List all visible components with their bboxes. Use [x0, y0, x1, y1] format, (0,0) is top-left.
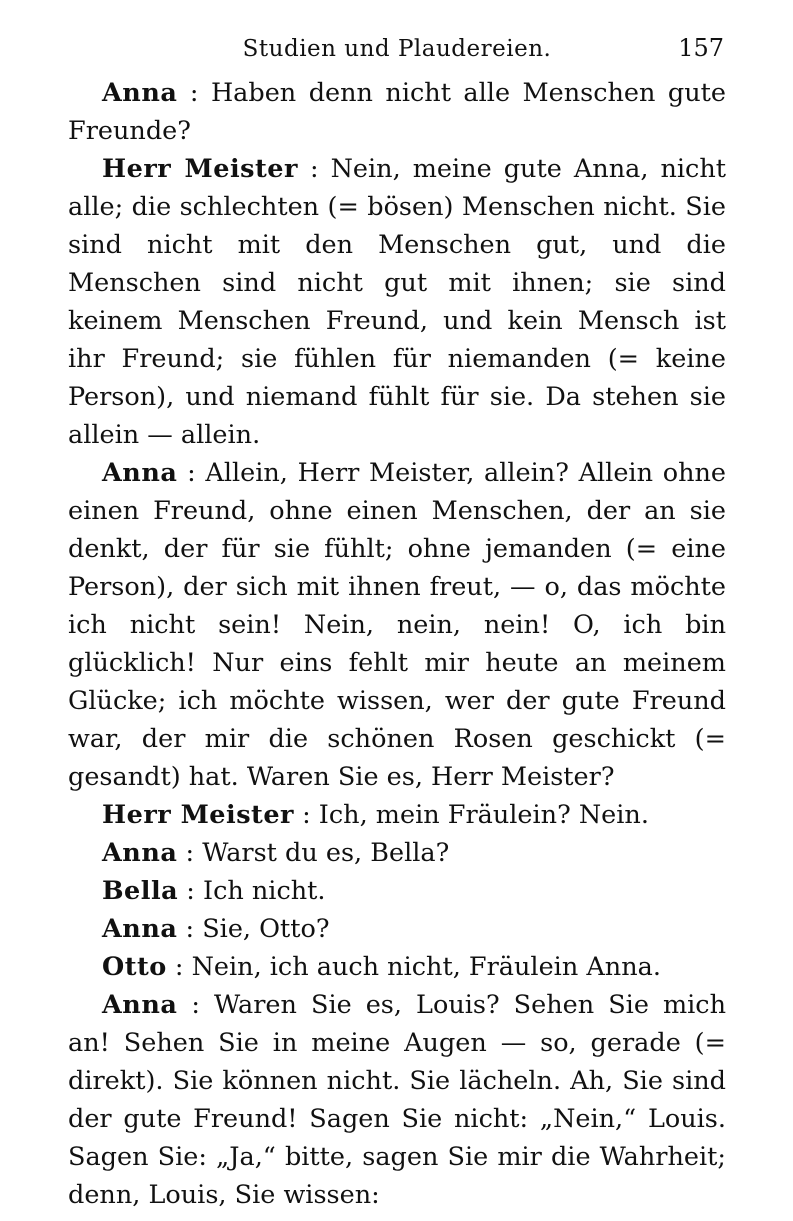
book-page: [68, 30, 726, 1214]
dialogue-paragraph: [68, 796, 726, 834]
dialogue-body: [68, 74, 726, 1214]
dialogue-paragraph: [68, 834, 726, 872]
dialogue-text: : Sie, Otto?: [185, 914, 330, 944]
speaker-name: Anna: [102, 914, 178, 944]
dialogue-paragraph: [68, 74, 726, 150]
dialogue-text: : Ich, mein Fräulein? Nein.: [302, 800, 649, 830]
speaker-name: Anna: [102, 458, 178, 488]
dialogue-paragraph: [68, 910, 726, 948]
dialogue-paragraph: [68, 872, 726, 910]
speaker-name: Herr Meister: [102, 800, 294, 830]
dialogue-text: : Haben denn nicht alle Menschen gute Freunde?: [68, 78, 726, 146]
speaker-name: Anna: [102, 78, 178, 108]
dialogue-paragraph: [68, 454, 726, 796]
dialogue-text: : Allein, Herr Meister, allein? Allein ohne einen Freund, ohne einen Menschen, der an sie denkt, der für sie fühlt; ohne jemanden (= eine Person), der sich mit ihnen freut, — o, das möchte ich nicht sein! Nein, nein, nein! O, ich bin glücklich! Nur eins fehlt mir heute an meinem Glücke; ich möchte wissen, wer der gute Freund war, der mir die schönen Rosen geschickt (= gesandt) hat. Waren Sie es, Herr Meister?: [68, 458, 727, 792]
speaker-name: Anna: [102, 838, 178, 868]
dialogue-text: : Nein, ich auch nicht, Fräulein Anna.: [174, 952, 661, 982]
dialogue-paragraph: [68, 986, 726, 1214]
dialogue-paragraph: [68, 948, 726, 986]
running-head: [68, 30, 726, 74]
dialogue-text: : Waren Sie es, Louis? Sehen Sie mich an! Sehen Sie in meine Augen — so, gerade (= direkt). Sie können nicht. Sie lächeln. Ah, Sie sind der gute Freund! Sagen Sie nicht: „Nein,“ Louis. Sagen Sie: „Ja,“ bitte, sagen Sie mir die Wahrheit; denn, Louis, Sie wissen:: [68, 990, 726, 1210]
dialogue-text: : Warst du es, Bella?: [185, 838, 450, 868]
speaker-name: Herr Meister: [102, 154, 298, 184]
speaker-name: Anna: [102, 990, 178, 1020]
running-title: Studien und Plaudereien.: [242, 36, 552, 62]
dialogue-text: : Nein, meine gute Anna, nicht alle; die schlechten (= bösen) Menschen nicht. Sie sind nicht mit den Menschen gut, und die Menschen sind nicht gut mit ihnen; sie sind keinem Menschen Freund, und kein Mensch ist ihr Freund; sie fühlen für niemanden (= keine Person), und niemand fühlt für sie. Da stehen sie allein — allein.: [68, 154, 726, 450]
speaker-name: Bella: [102, 876, 179, 906]
dialogue-text: : Ich nicht.: [186, 876, 326, 906]
page-number: 157: [678, 34, 724, 62]
dialogue-paragraph: [68, 150, 726, 454]
speaker-name: Otto: [102, 952, 167, 982]
